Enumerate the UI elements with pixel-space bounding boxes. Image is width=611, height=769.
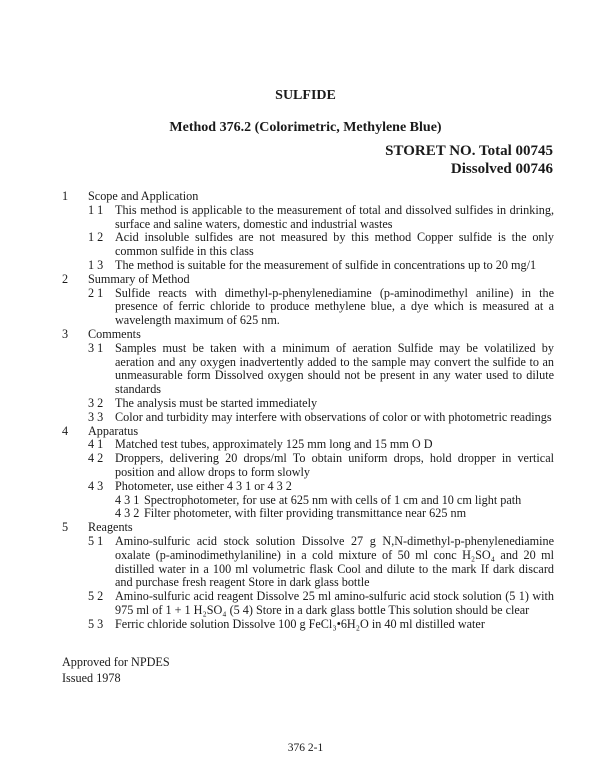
item-number: 3 2 [88, 395, 104, 410]
section-number: 4 [62, 423, 69, 438]
section-heading [62, 425, 554, 439]
item-number: 1 1 [88, 202, 104, 217]
section-number: 5 [62, 520, 69, 535]
section-item [88, 231, 554, 259]
footer [62, 654, 554, 686]
section-item [88, 397, 554, 411]
item-number: 5 3 [88, 616, 104, 631]
storet-dissolved: Dissolved 00746 [450, 161, 553, 177]
section-item [88, 590, 554, 618]
subitem-number: 4 3 2 [115, 506, 140, 521]
section-item [88, 411, 554, 425]
item-number: 5 1 [88, 533, 104, 548]
section-item [88, 204, 554, 232]
item-text: The method is suitable for the measurement of sulfide in concentrations up to 20 mg/1 [115, 257, 537, 272]
item-text: Matched test tubes, approximately 125 mm long and 15 mm O D [115, 437, 433, 452]
item-number: 4 1 [88, 437, 104, 452]
section-title: Apparatus [88, 423, 139, 438]
subitem-text: Spectrophotometer, for use at 625 nm with cells of 1 cm and 10 cm light path [144, 492, 522, 507]
section-title: Scope and Application [88, 189, 199, 203]
approved-note: Approved for NPDES [62, 654, 170, 669]
subitem-text: Filter photometer, with filter providing transmittance near 625 nm [144, 506, 467, 521]
item-text: Acid insoluble sulfides are not measured by this method Copper sulfide is the only common sulfide in this class [115, 230, 554, 259]
item-number: 1 3 [88, 257, 104, 272]
document-content [62, 190, 554, 686]
section-item [88, 438, 554, 452]
section-item [88, 480, 554, 494]
document-body [62, 190, 554, 632]
section-heading [62, 328, 554, 342]
section-heading [62, 521, 554, 535]
section-item [88, 287, 554, 328]
section-subitem [115, 507, 554, 521]
item-text: The analysis must be started immediately [115, 395, 318, 410]
item-text: Ferric chloride solution Dissolve 100 g FeCl₃•6H₂O in 40 ml distilled water [115, 616, 485, 631]
section-item [88, 259, 554, 273]
section-heading [62, 273, 554, 287]
section-number: 2 [62, 271, 69, 286]
item-number: 4 2 [88, 451, 104, 466]
page-number: 376 2-1 [287, 742, 324, 754]
item-text: Droppers, delivering 20 drops/ml To obtain uniform drops, hold dropper in vertical position and allow drops to form slowly [115, 451, 554, 479]
item-text: Amino-sulfuric acid reagent Dissolve 25 ml amino-sulfuric acid stock solution (5 1) with 975 ml of 1 + 1 H₂SO₄ (5 4) Store in a dark glass bottle This solution should be clear [115, 589, 554, 617]
section-title: Comments [88, 326, 141, 341]
section-heading [62, 190, 554, 204]
item-text: Color and turbidity may interfere with observations of color or with photometric readings [115, 409, 552, 424]
subitem-number: 4 3 1 [115, 492, 140, 507]
document-title: SULFIDE [275, 88, 336, 103]
item-number: 4 3 [88, 478, 104, 493]
item-text: Sulfide reacts with dimethyl-p-phenylenediamine (p-aminodimethyl aniline) in the presence of ferric chloride to produce methylene blue, a dye which is measured at a wavelength maximum of 625 nm. [115, 285, 554, 328]
section-item [88, 618, 554, 632]
item-number: 3 1 [88, 340, 104, 355]
section-number: 1 [62, 189, 69, 203]
section-subitem [115, 494, 554, 508]
item-text: Photometer, use either 4 3 1 or 4 3 2 [115, 478, 292, 493]
item-number: 5 2 [88, 589, 104, 604]
method-title: Method 376.2 (Colorimetric, Methylene Blue) [169, 120, 442, 135]
section-title: Reagents [88, 520, 133, 535]
issued-note: Issued 1978 [62, 670, 121, 685]
item-number: 1 2 [88, 230, 104, 245]
section-item [88, 535, 554, 590]
section-item [88, 452, 554, 480]
item-text: This method is applicable to the measurement of total and dissolved sulfides in drinking, surface and saline waters, domestic and industrial wastes [115, 202, 554, 231]
storet-total: STORET NO. Total 00745 [385, 143, 553, 159]
item-number: 3 3 [88, 409, 104, 424]
section-item [88, 342, 554, 397]
item-text: Amino-sulfuric acid stock solution Dissolve 27 g N,N-dimethyl-p-phenylenediamine oxalate (p-aminodimethylaniline) in a cold mixture of 50 ml conc H₂SO₄ and 20 ml distilled water in a 100 ml volumetric flask Cool and dilute to the mark If dark discard and purchase fresh reagent Store in dark glass bottle [115, 533, 554, 590]
item-text: Samples must be taken with a minimum of aeration Sulfide may be volatilized by aeration and any oxygen inadvertently added to the sample may convert the sulfide to an unmeasurable form Dissolved oxygen should not be present in any water used to dilute standards [115, 340, 554, 397]
item-number: 2 1 [88, 285, 104, 300]
section-title: Summary of Method [88, 271, 190, 286]
section-number: 3 [62, 326, 69, 341]
